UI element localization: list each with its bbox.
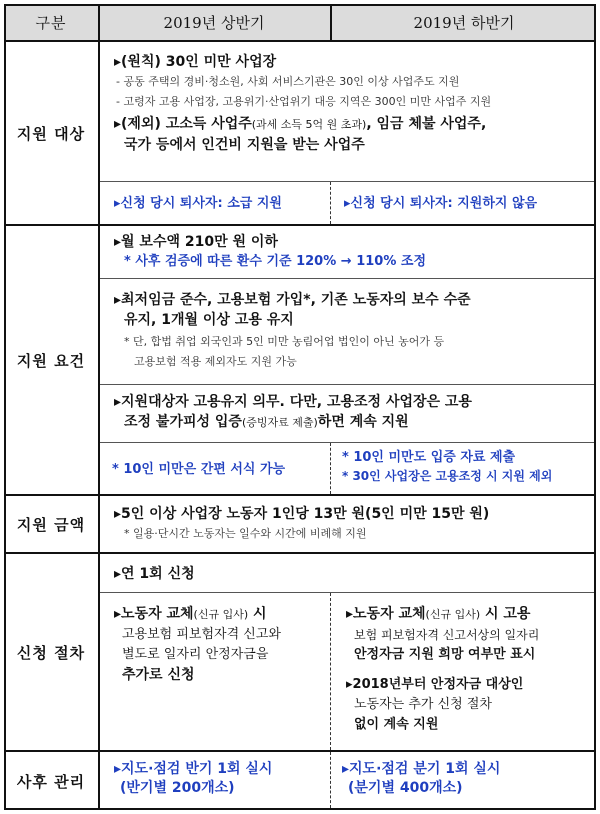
border-header: [4, 40, 596, 42]
category-amount: 지원 금액: [16, 515, 86, 534]
border-category: [98, 4, 100, 810]
amount-line-2: * 일용·단시간 노동자는 일수와 시간에 비례해 지원: [124, 527, 367, 540]
category-requirements: 지원 요건: [16, 351, 86, 370]
sep-proc: [100, 592, 596, 593]
category-post-management: 사후 관리: [16, 772, 86, 791]
target-sub-1: - 공동 주택의 경비·청소원, 사회 서비스기관은 30인 이상 사업주도 지원: [116, 75, 460, 88]
sep-target: [100, 181, 596, 182]
border-row-1: [4, 224, 596, 226]
header-first-half: 2019년 상반기: [163, 13, 265, 32]
proc-once: [100, 556, 596, 590]
req-1: [100, 226, 596, 278]
proc-left-3: 별도로 일자리 안정자금을: [122, 647, 269, 662]
target-common: [100, 44, 596, 180]
post-right: [332, 754, 596, 810]
proc-right-6: 없이 계속 지원: [354, 717, 439, 732]
sep-req-1: [100, 278, 596, 279]
header-category: 구분: [35, 13, 67, 32]
border-header-split: [330, 4, 332, 42]
req-1-note: * 사후 검증에 따른 환수 기준 120% → 110% 조정: [124, 254, 427, 269]
req-2-note-1: * 단, 합법 취업 외국인과 5인 미만 농림어업 법인이 아닌 농어가 등: [124, 335, 445, 348]
target-right: [332, 182, 596, 224]
proc-left: [100, 594, 330, 750]
req-3-line-2: 조정 불가피성 입증(증빙자료 제출)하면 계속 지원: [124, 414, 409, 430]
req-right-text-2: * 30인 사업장은 고용조정 시 지원 제외: [342, 469, 553, 483]
amount-cell: [100, 498, 596, 552]
req-3: [100, 386, 596, 442]
border-row-2: [4, 494, 596, 496]
split-req: [330, 443, 331, 494]
split-target: [330, 182, 331, 224]
proc-once-text: ▸연 1회 신청: [114, 566, 195, 582]
split-proc: [330, 593, 331, 750]
proc-left-4: 추가로 신청: [122, 667, 195, 683]
sep-req-3: [100, 442, 596, 443]
header-second-half: 2019년 하반기: [413, 13, 515, 32]
target-exclusion: ▸(제외) 고소득 사업주(과세 소득 5억 원 초과), 임금 체불 사업주,: [114, 116, 487, 132]
proc-right-1: ▸노동자 교체(신규 입사) 시 고용: [346, 606, 531, 622]
post-left-2: (반기별 200개소): [120, 780, 235, 796]
border-left: [4, 4, 6, 810]
req-1-main: ▸월 보수액 210만 원 이하: [114, 234, 278, 250]
border-right: [594, 4, 596, 810]
sep-req-2: [100, 384, 596, 385]
category-target: 지원 대상: [16, 124, 86, 143]
border-row-4: [4, 750, 596, 752]
target-right-text: ▸신청 당시 퇴사자: 지원하지 않음: [344, 195, 538, 211]
target-sub-2: - 고령자 고용 사업장, 고용위기·산업위기 대응 지역은 300인 미만 사업주 지원: [116, 95, 492, 108]
proc-right-3: 안정자금 지원 희망 여부만 표시: [354, 647, 536, 662]
target-left-text: ▸신청 당시 퇴사자: 소급 지원: [114, 195, 282, 211]
post-left: [100, 754, 330, 810]
proc-left-1: ▸노동자 교체(신규 입사) 시: [114, 606, 267, 622]
post-right-2: (분기별 400개소): [348, 780, 463, 796]
proc-right-2: 보험 피보험자격 신고서상의 일자리: [354, 628, 540, 642]
req-3-line-1: ▸지원대상자 고용유지 의무. 다만, 고용조정 사업장은 고용: [114, 394, 472, 410]
req-2-note-2: 고용보험 적용 제외자도 지원 가능: [134, 355, 297, 368]
target-principle: ▸(원칙) 30인 미만 사업장: [114, 54, 277, 70]
req-2-line-1: ▸최저임금 준수, 고용보험 가입*, 기존 노동자의 보수 수준: [114, 292, 471, 308]
amount-line-1: ▸5인 이상 사업장 노동자 1인당 13만 원(5인 미만 15만 원): [114, 506, 490, 522]
border-row-3: [4, 552, 596, 554]
proc-left-2: 고용보험 피보험자격 신고와: [122, 627, 281, 642]
proc-right-4: ▸2018년부터 안정자금 대상인: [346, 677, 524, 692]
req-2-line-2: 유지, 1개월 이상 고용 유지: [124, 312, 294, 328]
target-exclusion-2: 국가 등에서 인건비 지원을 받는 사업주: [124, 137, 365, 153]
split-post: [330, 752, 331, 808]
req-left-text: * 10인 미만은 간편 서식 가능: [112, 461, 286, 477]
post-right-1: ▸지도·점검 분기 1회 실시: [342, 761, 501, 777]
target-left: [100, 182, 330, 224]
policy-table: [4, 4, 596, 810]
req-right: [332, 444, 596, 494]
req-right-text-1: * 10인 미만도 입증 자료 제출: [342, 450, 516, 465]
proc-right: [332, 594, 596, 750]
border-bottom: [4, 808, 596, 810]
req-2: [100, 280, 596, 384]
post-left-1: ▸지도·점검 반기 1회 실시: [114, 761, 273, 777]
border-top: [4, 4, 596, 6]
req-left: [100, 444, 330, 494]
proc-right-5: 노동자는 추가 신청 절차: [354, 697, 492, 712]
category-procedure: 신청 절차: [16, 643, 86, 662]
